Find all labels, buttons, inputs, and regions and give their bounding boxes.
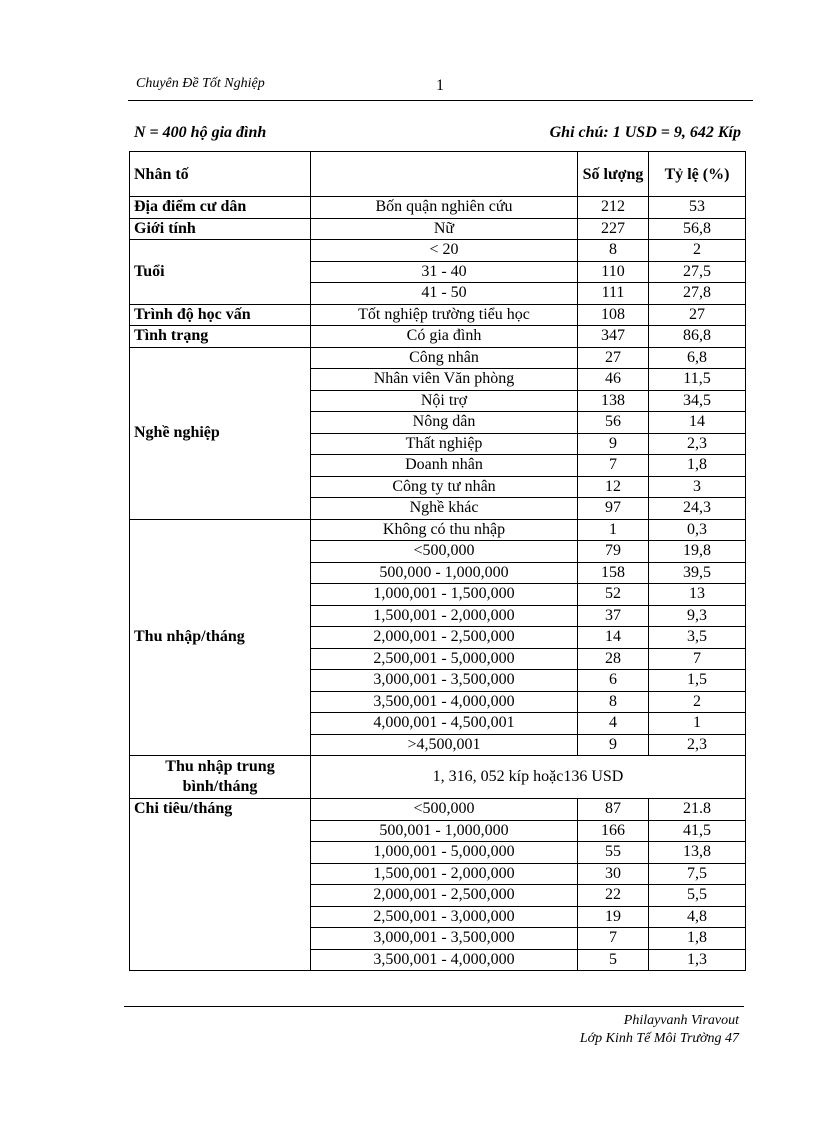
spending-percent: 7,5 [649,863,746,885]
spending-percent: 1,8 [649,928,746,950]
spending-count: 22 [578,885,649,907]
income-count: 28 [578,648,649,670]
age-count: 111 [578,283,649,305]
spending-option: <500,000 [311,799,578,821]
age-percent: 2 [649,240,746,262]
spending-percent: 41,5 [649,820,746,842]
age-factor-label: Tuổi [130,240,311,305]
age-option: 31 - 40 [311,261,578,283]
occupation-factor-label: Nghề nghiệp [130,347,311,519]
occupation-count: 46 [578,369,649,391]
income-percent: 3,5 [649,627,746,649]
gender-percent: 56,8 [649,218,746,240]
spending-option: 2,000,001 - 2,500,000 [311,885,578,907]
spending-option: 1,500,001 - 2,000,000 [311,863,578,885]
occupation-count: 9 [578,433,649,455]
occupation-option: Nghề khác [311,498,578,520]
average-income-label: Thu nhập trung bình/tháng [130,756,311,799]
occupation-percent: 34,5 [649,390,746,412]
spending-option: 3,000,001 - 3,500,000 [311,928,578,950]
income-option: 500,000 - 1,000,000 [311,562,578,584]
sample-size-note: N = 400 hộ gia đình [134,124,267,141]
occupation-percent: 14 [649,412,746,434]
occupation-option: Doanh nhân [311,455,578,477]
income-option: 1,500,001 - 2,000,000 [311,605,578,627]
document-header-title: Chuyên Đề Tốt Nghiệp [136,76,265,91]
spending-percent: 21.8 [649,799,746,821]
marital-count: 347 [578,326,649,348]
income-option: 1,000,001 - 1,500,000 [311,584,578,606]
header-factor: Nhân tố [130,152,311,197]
income-percent: 1,5 [649,670,746,692]
age-percent: 27,5 [649,261,746,283]
education-count: 108 [578,304,649,326]
age-count: 8 [578,240,649,262]
spending-option: 3,500,001 - 4,000,000 [311,949,578,971]
spending-factor-label: Chi tiêu/tháng [130,799,311,971]
age-percent: 27,8 [649,283,746,305]
income-factor-label: Thu nhập/tháng [130,519,311,756]
income-percent: 13 [649,584,746,606]
spending-option: 2,500,001 - 3,000,000 [311,906,578,928]
occupation-option: Công ty tư nhân [311,476,578,498]
spending-percent: 1,3 [649,949,746,971]
gender-factor-label: Giới tính [130,218,311,240]
footer-author: Philayvanh Viravout [623,1013,739,1028]
header-divider [128,100,753,101]
income-percent: 1 [649,713,746,735]
income-percent: 39,5 [649,562,746,584]
occupation-count: 97 [578,498,649,520]
table-row [130,240,746,262]
income-option: 3,500,001 - 4,000,000 [311,691,578,713]
average-income-value: 1, 316, 052 kíp hoặc136 USD [311,756,746,799]
spending-count: 55 [578,842,649,864]
income-count: 4 [578,713,649,735]
income-percent: 7 [649,648,746,670]
spending-count: 5 [578,949,649,971]
income-count: 158 [578,562,649,584]
occupation-option: Thất nghiệp [311,433,578,455]
spending-count: 19 [578,906,649,928]
income-option: Không có thu nhập [311,519,578,541]
income-count: 9 [578,734,649,756]
footer-class-name: Lớp Kinh Tế Môi Trường 47 [579,1031,739,1046]
spending-option: 500,001 - 1,000,000 [311,820,578,842]
spending-count: 166 [578,820,649,842]
header-count: Số lượng [578,152,649,197]
spending-count: 87 [578,799,649,821]
marital-factor-label: Tình trạng [130,326,311,348]
income-option: 2,500,001 - 5,000,000 [311,648,578,670]
table-row [130,218,746,240]
occupation-option: Nội trợ [311,390,578,412]
income-percent: 2 [649,691,746,713]
age-option: < 20 [311,240,578,262]
header-percent: Tỷ lệ (%) [649,152,746,197]
gender-option: Nữ [311,218,578,240]
header-option [311,152,578,197]
table-header-row [130,152,746,197]
occupation-percent: 1,8 [649,455,746,477]
occupation-count: 12 [578,476,649,498]
income-option: 3,000,001 - 3,500,000 [311,670,578,692]
age-count: 110 [578,261,649,283]
spending-percent: 4,8 [649,906,746,928]
occupation-option: Nhân viên Văn phòng [311,369,578,391]
income-percent: 19,8 [649,541,746,563]
table-row [130,197,746,219]
education-percent: 27 [649,304,746,326]
income-percent: 2,3 [649,734,746,756]
occupation-option: Công nhân [311,347,578,369]
education-option: Tốt nghiệp trường tiểu học [311,304,578,326]
marital-option: Có gia đình [311,326,578,348]
spending-percent: 5,5 [649,885,746,907]
currency-note: Ghi chú: 1 USD = 9, 642 Kíp [549,124,741,141]
table-row [130,756,746,799]
occupation-count: 27 [578,347,649,369]
table-row [130,347,746,369]
income-count: 14 [578,627,649,649]
income-count: 1 [578,519,649,541]
location-option: Bốn quận nghiên cứu [311,197,578,219]
occupation-percent: 2,3 [649,433,746,455]
marital-percent: 86,8 [649,326,746,348]
occupation-count: 7 [578,455,649,477]
gender-count: 227 [578,218,649,240]
income-count: 79 [578,541,649,563]
spending-percent: 13,8 [649,842,746,864]
page-number: 1 [436,77,444,94]
income-option: >4,500,001 [311,734,578,756]
income-option: 2,000,001 - 2,500,000 [311,627,578,649]
occupation-count: 138 [578,390,649,412]
location-factor-label: Địa điểm cư dân [130,197,311,219]
income-option: <500,000 [311,541,578,563]
survey-table [129,151,746,971]
occupation-percent: 6,8 [649,347,746,369]
table-row [130,326,746,348]
table-row [130,304,746,326]
education-factor-label: Trình độ học vấn [130,304,311,326]
income-option: 4,000,001 - 4,500,001 [311,713,578,735]
occupation-percent: 11,5 [649,369,746,391]
income-count: 6 [578,670,649,692]
occupation-option: Nông dân [311,412,578,434]
occupation-percent: 24,3 [649,498,746,520]
income-percent: 0,3 [649,519,746,541]
occupation-count: 56 [578,412,649,434]
spending-count: 30 [578,863,649,885]
age-option: 41 - 50 [311,283,578,305]
survey-table-body [130,152,746,971]
income-count: 52 [578,584,649,606]
income-count: 8 [578,691,649,713]
location-percent: 53 [649,197,746,219]
income-percent: 9,3 [649,605,746,627]
location-count: 212 [578,197,649,219]
footer-divider [124,1006,744,1007]
occupation-percent: 3 [649,476,746,498]
table-row [130,519,746,541]
spending-count: 7 [578,928,649,950]
spending-option: 1,000,001 - 5,000,000 [311,842,578,864]
income-count: 37 [578,605,649,627]
table-row [130,799,746,821]
